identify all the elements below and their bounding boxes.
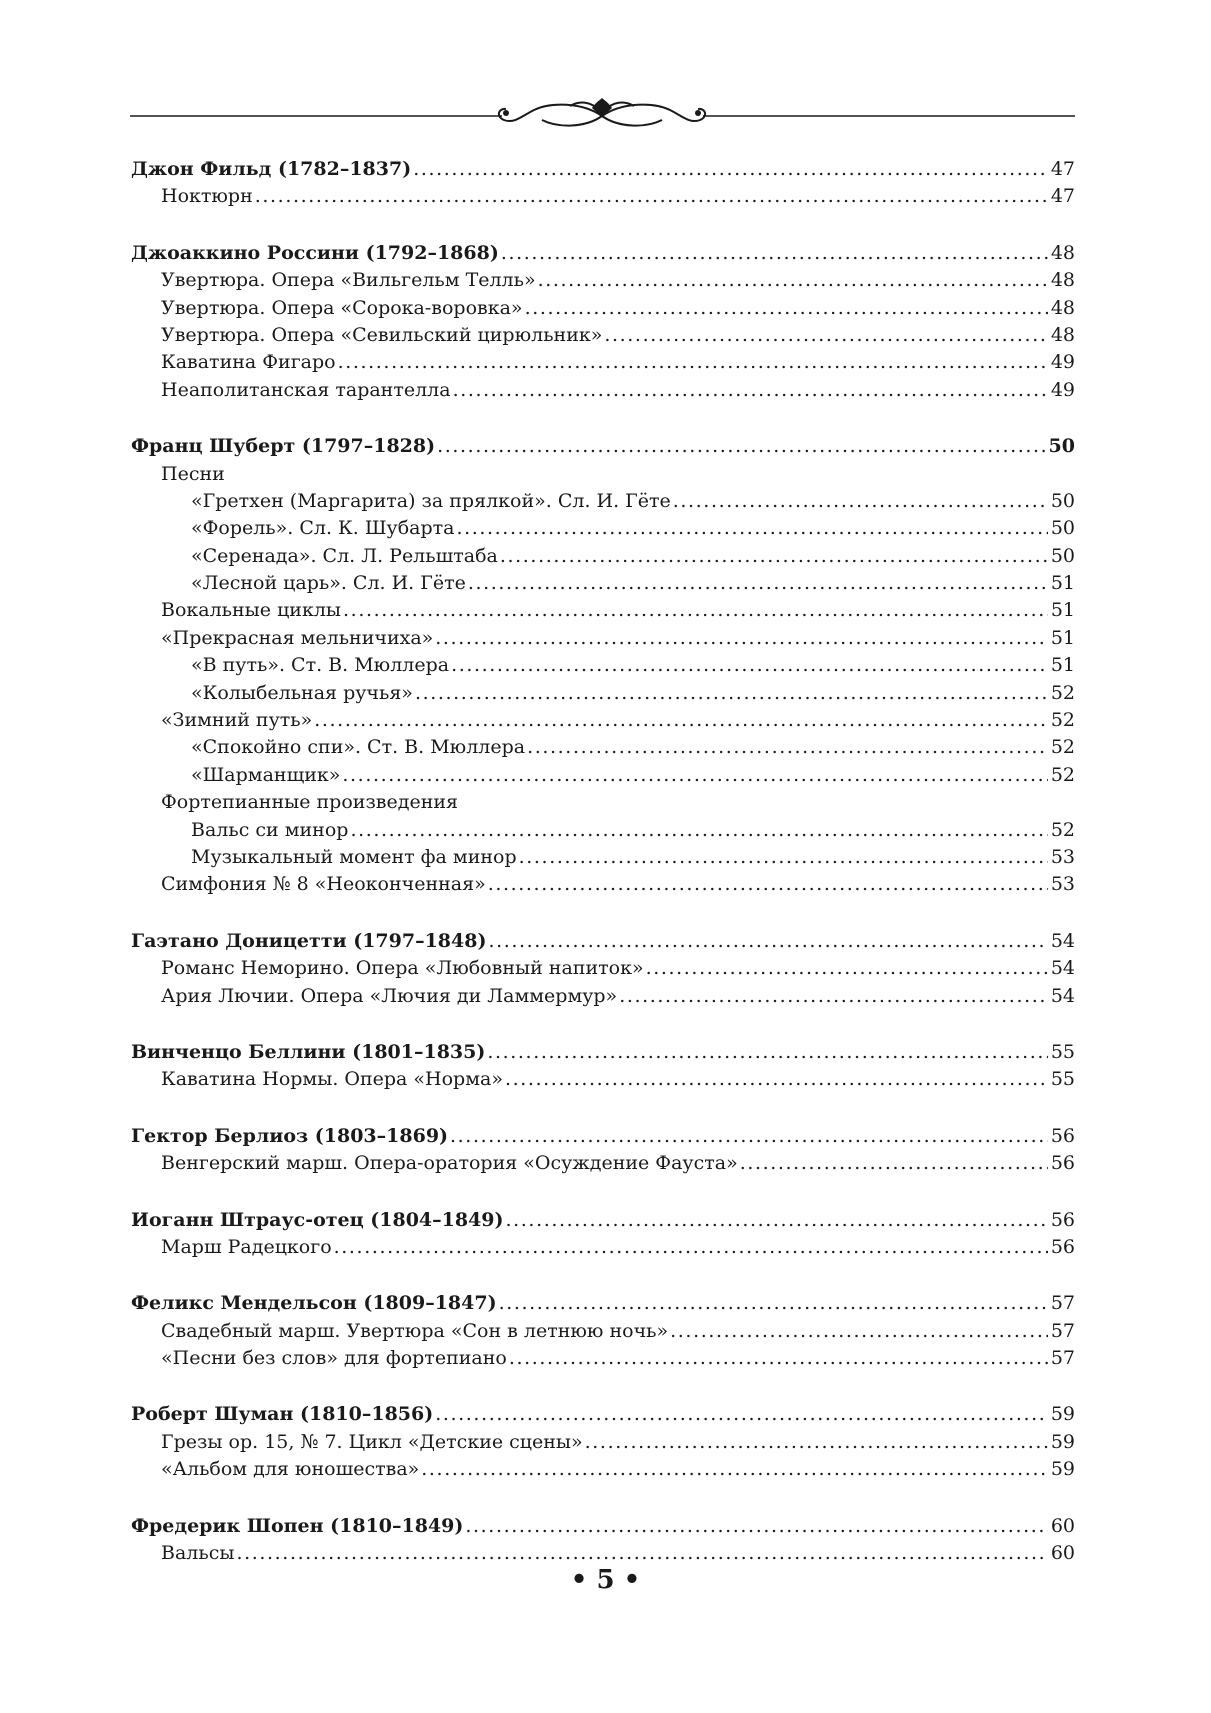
toc-section [131,156,1075,211]
dot-leader [437,433,1045,460]
toc-entry-title: «Зимний путь» [161,709,313,732]
toc-page-number: 56 [1050,1152,1075,1175]
dot-leader [342,762,1047,789]
toc-entry-title: Иоганн Штраус-отец (1804–1849) [131,1208,504,1231]
toc-entry-title: «Гретхен (Маргарита) за прялкой». Сл. И. Гёте [191,489,671,512]
toc-author-entry[interactable] [131,156,1075,183]
toc-entry-title: Фредерик Шопен (1810–1849) [131,1514,464,1537]
toc-entry-title: «В путь». Ст. В. Мюллера [191,654,450,677]
header-ornament [130,96,1075,136]
toc-page-number: 57 [1050,1292,1075,1315]
toc-page-number: 50 [1050,489,1075,512]
toc-entry-title: Неаполитанская тарантелла [161,378,451,401]
toc-page-number: 54 [1050,984,1075,1007]
toc-entry-title: «Серенада». Сл. Л. Рельштаба [191,544,498,567]
dot-leader [673,488,1048,515]
toc-section [131,240,1075,404]
toc-entry-title: Венгерский марш. Опера-оратория «Осуждение Фауста» [161,1152,738,1175]
toc-entry-title: Фортепианные произведения [161,791,459,814]
dot-leader [487,1039,1047,1066]
toc-item-entry[interactable] [131,295,1075,322]
dot-leader [350,817,1047,844]
dot-leader [525,295,1048,322]
toc-entry-title: «Песни без слов» для фортепиано [161,1347,507,1370]
toc-page-number: 51 [1050,626,1075,649]
toc-item-entry[interactable] [131,1429,1075,1456]
toc-entry-title: Каватина Фигаро [161,351,336,374]
dot-leader [338,349,1048,376]
toc-author-entry[interactable] [131,1123,1075,1150]
toc-page-number: 49 [1050,378,1075,401]
toc-item-entry[interactable] [131,1345,1075,1372]
dot-leader [450,1123,1048,1150]
page-number: • 5 • [570,1565,641,1595]
toc-item-entry[interactable] [131,789,1075,816]
toc-entry-title: Увертюра. Опера «Сорока-воровка» [161,296,523,319]
toc-page-number: 48 [1050,323,1075,346]
toc-page-number: 59 [1050,1403,1075,1426]
toc-page-number: 60 [1050,1542,1075,1565]
toc-item-entry[interactable] [131,1150,1075,1177]
dot-leader [314,707,1048,734]
table-of-contents [131,156,1075,1596]
toc-item-entry[interactable] [131,817,1075,844]
toc-entry-title: «Альбом для юношества» [161,1458,420,1481]
dot-leader [488,871,1048,898]
toc-section [131,433,1075,899]
toc-item-entry[interactable] [131,543,1075,570]
dot-leader [488,928,1047,955]
toc-item-entry[interactable] [131,597,1075,624]
dot-leader [334,1234,1048,1261]
toc-item-entry[interactable] [131,1318,1075,1345]
toc-entry-title: «Шарманщик» [191,763,341,786]
toc-page-number: 54 [1050,957,1075,980]
toc-page-number: 55 [1050,1068,1075,1091]
toc-entry-title: Симфония № 8 «Неоконченная» [161,873,486,896]
toc-page-number: 47 [1050,185,1075,208]
toc-item-entry[interactable] [131,707,1075,734]
toc-item-entry[interactable] [131,349,1075,376]
toc-item-entry[interactable] [131,461,1075,488]
toc-entry-title: Марш Радецкого [161,1235,332,1258]
toc-entry-title: Грезы ор. 15, № 7. Цикл «Детские сцены» [161,1430,583,1453]
dot-leader [500,543,1048,570]
toc-item-entry[interactable] [131,1540,1075,1567]
toc-author-entry[interactable] [131,1401,1075,1428]
dot-leader [255,183,1048,210]
dot-leader [435,1401,1048,1428]
toc-page-number: 48 [1050,269,1075,292]
toc-page-number: 52 [1050,818,1075,841]
toc-section [131,1401,1075,1483]
dot-leader [604,322,1047,349]
dot-leader [421,1456,1048,1483]
toc-entry-title: Гектор Берлиоз (1803–1869) [131,1124,449,1147]
toc-page-number: 55 [1050,1040,1075,1063]
toc-entry-title: Винченцо Беллини (1801–1835) [131,1040,486,1063]
toc-page-number: 52 [1050,681,1075,704]
toc-page-number: 60 [1050,1514,1075,1537]
dot-leader [670,1318,1048,1345]
toc-entry-title: Вокальные циклы [161,599,342,622]
dot-leader [415,680,1048,707]
toc-entry-title: Вальсы [161,1542,235,1565]
dot-leader [465,1513,1047,1540]
dot-leader [509,1345,1048,1372]
toc-entry-title: Романс Неморино. Опера «Любовный напиток» [161,957,644,980]
toc-page-number: 52 [1050,763,1075,786]
dot-leader [453,377,1048,404]
toc-page-number: 52 [1050,736,1075,759]
toc-item-entry[interactable] [131,1066,1075,1093]
toc-page-number: 51 [1050,654,1075,677]
dot-leader [343,597,1048,624]
dot-leader [236,1540,1047,1567]
toc-entry-title: Вальс си минор [191,818,349,841]
toc-page-number: 56 [1050,1124,1075,1147]
toc-section [131,1513,1075,1568]
toc-page-number: 49 [1050,351,1075,374]
dot-leader [506,1207,1048,1234]
toc-entry-title: Свадебный марш. Увертюра «Сон в летнюю ночь» [161,1319,669,1342]
toc-author-entry[interactable] [131,1207,1075,1234]
toc-entry-title: Музыкальный момент фа минор [191,845,517,868]
toc-author-entry[interactable] [131,240,1075,267]
dot-leader [451,652,1048,679]
dot-leader [435,625,1048,652]
dot-leader [499,1290,1048,1317]
dot-leader [538,267,1048,294]
toc-entry-title: Увертюра. Опера «Севильский цирюльник» [161,323,603,346]
toc-page-number: 51 [1050,599,1075,622]
dot-leader [501,240,1048,267]
dot-leader [585,1429,1048,1456]
toc-page-number: 50 [1048,435,1075,458]
toc-item-entry[interactable] [131,983,1075,1010]
toc-item-entry[interactable] [131,955,1075,982]
toc-page-number: 53 [1050,845,1075,868]
toc-item-entry[interactable] [131,515,1075,542]
toc-entry-title: Ноктюрн [161,185,253,208]
toc-section [131,1039,1075,1094]
toc-section [131,1207,1075,1262]
toc-entry-title: «Спокойно спи». Ст. В. Мюллера [191,736,526,759]
toc-page-number: 48 [1050,296,1075,319]
toc-entry-title: Феликс Мендельсон (1809–1847) [131,1292,497,1315]
toc-section [131,1123,1075,1178]
dot-leader [519,844,1048,871]
toc-page-number: 59 [1050,1430,1075,1453]
toc-item-entry[interactable] [131,844,1075,871]
toc-entry-title: «Прекрасная мельничиха» [161,626,434,649]
toc-item-entry[interactable] [131,762,1075,789]
toc-author-entry[interactable] [131,1290,1075,1317]
toc-section [131,928,1075,1010]
toc-page-number: 57 [1050,1347,1075,1370]
toc-item-entry[interactable] [131,652,1075,679]
toc-entry-title: Ария Лючии. Опера «Лючия ди Ламмермур» [161,984,618,1007]
dot-leader [527,734,1048,761]
toc-item-entry[interactable] [131,377,1075,404]
toc-entry-title: Джон Фильд (1782–1837) [131,158,412,180]
toc-item-entry[interactable] [131,871,1075,898]
toc-author-entry[interactable] [131,1039,1075,1066]
toc-entry-title: Роберт Шуман (1810–1856) [131,1403,434,1426]
toc-author-entry[interactable] [131,1513,1075,1540]
toc-page-number: 57 [1050,1319,1075,1342]
toc-author-entry[interactable] [131,928,1075,955]
dot-leader [646,955,1048,982]
dot-leader [740,1150,1048,1177]
toc-item-entry[interactable] [131,1456,1075,1483]
dot-leader [619,983,1048,1010]
toc-page-number: 47 [1050,158,1075,180]
toc-item-entry[interactable] [131,570,1075,597]
toc-item-entry[interactable] [131,322,1075,349]
toc-page-number: 54 [1050,929,1075,952]
toc-entry-title: «Колыбельная ручья» [191,681,413,704]
toc-entry-title: «Форель». Сл. К. Шубарта [191,517,455,540]
dot-leader [413,156,1048,183]
toc-page-number: 48 [1050,241,1075,264]
toc-item-entry[interactable] [131,734,1075,761]
toc-page-number: 51 [1050,572,1075,595]
toc-page-number: 52 [1050,709,1075,732]
toc-page-number: 56 [1050,1208,1075,1231]
toc-page-number: 50 [1050,544,1075,567]
toc-item-entry[interactable] [131,488,1075,515]
toc-page-number: 56 [1050,1235,1075,1258]
toc-item-entry[interactable] [131,1234,1075,1261]
dot-leader [468,570,1048,597]
toc-entry-title: Франц Шуберт (1797–1828) [131,435,436,458]
toc-author-entry[interactable] [131,433,1075,460]
dot-leader [505,1066,1048,1093]
toc-page-number: 50 [1050,517,1075,540]
toc-entry-title: Гаэтано Доницетти (1797–1848) [131,929,487,952]
toc-section [131,1290,1075,1372]
toc-entry-title: Песни [161,462,225,485]
toc-item-entry[interactable] [131,625,1075,652]
toc-entry-title: «Лесной царь». Сл. И. Гёте [191,572,466,595]
toc-entry-title: Джоаккино Россини (1792–1868) [131,241,499,264]
toc-item-entry[interactable] [131,183,1075,210]
toc-entry-title: Каватина Нормы. Опера «Норма» [161,1068,503,1091]
toc-page-number: 53 [1050,873,1075,896]
toc-item-entry[interactable] [131,267,1075,294]
toc-page-number: 59 [1050,1458,1075,1481]
toc-item-entry[interactable] [131,680,1075,707]
toc-entry-title: Увертюра. Опера «Вильгельм Телль» [161,269,536,292]
dot-leader [456,515,1047,542]
